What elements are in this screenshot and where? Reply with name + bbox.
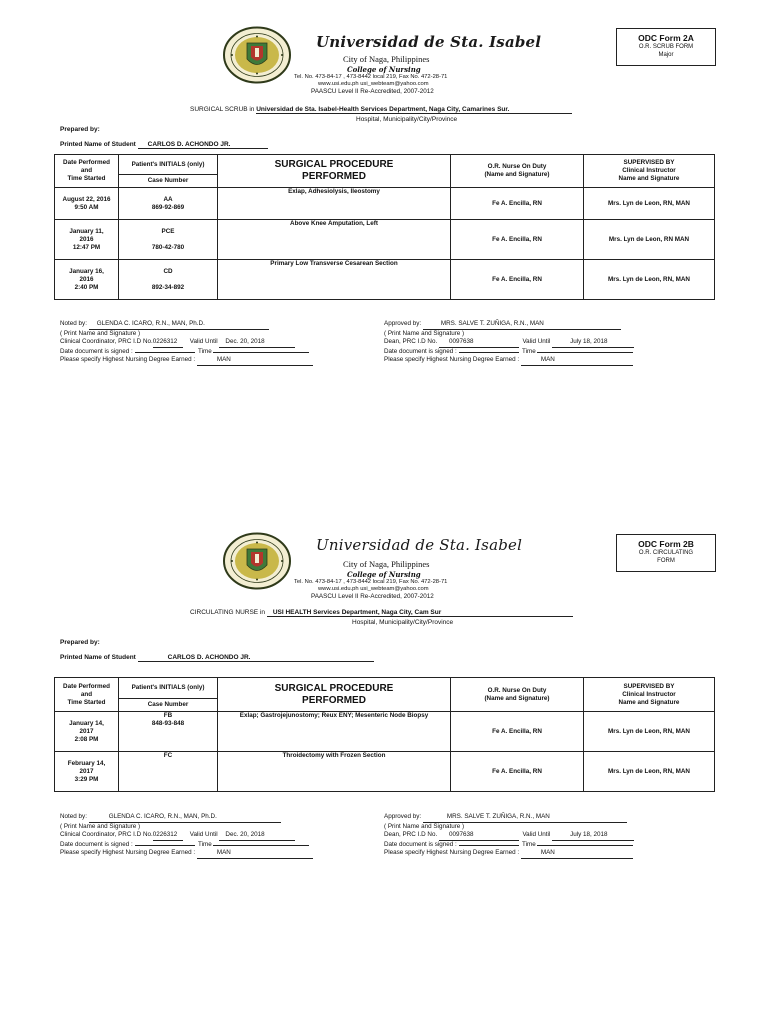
- noted-name-field[interactable]: GLENDA C. ICARO, R.N., MAN, Ph.D.: [89, 813, 281, 823]
- university-city: City of Naga, Philippines: [343, 54, 430, 64]
- procedure-cell: Throidectomy with Frozen Section: [218, 752, 451, 792]
- university-city: City of Naga, Philippines: [343, 559, 430, 569]
- date-cell: January 14, 2017 2:08 PM: [55, 712, 119, 752]
- nurse-cell: Fe A. Encilla, RN: [451, 220, 584, 260]
- procedure-cell: Exlap; Gastrojejunostomy; Reux ENY; Mesenteric Node Biopsy: [218, 712, 451, 752]
- approved-name-field[interactable]: MRS. SALVE T. ZUÑIGA, R.N., MAN: [423, 320, 621, 330]
- contact-web: www.usi.edu.ph usi_webteam@yahoo.com: [318, 586, 429, 592]
- form-code: ODC Form 2B: [638, 539, 694, 549]
- coordinator-valid-field[interactable]: Dec. 20, 2018: [219, 338, 295, 348]
- supervisor-cell: Mrs. Lyn de Leon, RN, MAN: [584, 188, 715, 220]
- accreditation: PAASCU Level II Re-Accredited, 2007-2012: [311, 593, 434, 600]
- patient-cell: AA 869-92-869: [119, 188, 218, 220]
- time-field[interactable]: [537, 845, 633, 846]
- dean-valid-field[interactable]: July 18, 2018: [552, 831, 634, 841]
- date-cell: August 22, 2016 9:50 AM: [55, 188, 119, 220]
- degree-field[interactable]: MAN: [197, 356, 313, 366]
- hospital-line: [190, 106, 572, 114]
- university-name: Universidad de Sta. Isabel: [316, 33, 542, 51]
- prepared-by-label: Prepared by:: [60, 126, 100, 133]
- hospital-field[interactable]: USI HEALTH Services Department, Naga City, Cam Sur: [267, 609, 573, 617]
- noted-name-field[interactable]: GLENDA C. ICARO, R.N., MAN, Ph.D.: [89, 320, 269, 330]
- approved-by-block: Approved by: MRS. SALVE T. ZUÑIGA, R.N., MAN ( Print Name and Signature ) Dean, PRC I.D No. 0097638 Valid Until July 18, 2018 Date document is signed : Time Please specify Highest Nursing Degree Earned : MAN: [384, 813, 634, 859]
- approved-by-block: Approved by: MRS. SALVE T. ZUÑIGA, R.N., MAN ( Print Name and Signature ) Dean, PRC I.D No. 0097638 Valid Until July 18, 2018 Date document is signed : Time Please specify Highest Nursing Degree Earned : MAN: [384, 320, 634, 366]
- prepared-by-label: Prepared by:: [60, 639, 100, 646]
- degree-field[interactable]: MAN: [521, 356, 633, 366]
- table-row: [55, 260, 715, 300]
- supervisor-cell: Mrs. Lyn de Leon, RN, MAN: [584, 260, 715, 300]
- college-name: College of Nursing: [347, 570, 421, 579]
- table-row: [55, 712, 715, 752]
- date-cell: February 14, 2017 3:29 PM: [55, 752, 119, 792]
- time-field[interactable]: [213, 845, 309, 846]
- degree-field[interactable]: MAN: [521, 849, 633, 859]
- patient-cell: CD 892-34-892: [119, 260, 218, 300]
- student-name-label: Printed Name of Student: [60, 141, 136, 148]
- table-header-row: [55, 155, 715, 188]
- university-seal-logo: [222, 532, 292, 590]
- nurse-header: O.R. Nurse On Duty (Name and Signature): [451, 155, 584, 188]
- college-name: College of Nursing: [347, 65, 421, 74]
- date-cell: January 11, 2016 12:47 PM: [55, 220, 119, 260]
- patient-header: Patient's INITIALS (only) Case Number: [119, 155, 218, 188]
- hospital-line: [190, 609, 573, 617]
- supervisor-cell: Mrs. Lyn de Leon, RN MAN: [584, 220, 715, 260]
- nurse-cell: Fe A. Encilla, RN: [451, 712, 584, 752]
- form-code: ODC Form 2A: [638, 33, 694, 43]
- student-name-field[interactable]: CARLOS D. ACHONDO JR.: [138, 654, 374, 662]
- patient-cell: FB 848-93-848: [119, 712, 218, 752]
- patient-cell: FC: [119, 752, 218, 792]
- noted-by-block: Noted by: GLENDA C. ICARO, R.N., MAN, Ph.D. ( Print Name and Signature ) Clinical Coordinator, PRC I.D No.0226312 Valid Until Dec. 20, 2018 Date document is signed : Time Please specify Highest Nursing Degree Earned : MAN: [60, 320, 313, 366]
- procedure-header: SURGICAL PROCEDURE PERFORMED: [218, 678, 451, 712]
- procedures-table: [54, 677, 715, 792]
- student-name-line: [60, 654, 374, 662]
- patient-cell: PCE 780-42-780: [119, 220, 218, 260]
- coordinator-valid-field[interactable]: Dec. 20, 2018: [219, 831, 295, 841]
- date-signed-field[interactable]: [135, 352, 195, 353]
- university-seal-logo: [222, 26, 292, 84]
- noted-by-block: Noted by: GLENDA C. ICARO, R.N., MAN, Ph.D. ( Print Name and Signature ) Clinical Coordinator, PRC I.D No.0226312 Valid Until Dec. 20, 2018 Date document is signed : Time Please specify Highest Nursing Degree Earned : MAN: [60, 813, 313, 859]
- table-row: [55, 188, 715, 220]
- form-type: O.R. CIRCULATING: [638, 550, 694, 556]
- coordinator-id-field[interactable]: 0226312: [153, 831, 183, 841]
- role-prefix: SURGICAL SCRUB in: [190, 106, 255, 113]
- contact-phone: Tel. No. 473-84-17 , 473-8442 local 219, Fax No. 472-28-71: [294, 579, 448, 585]
- hospital-field[interactable]: Universidad de Sta. Isabel-Health Services Department, Naga City, Camarines Sur.: [256, 106, 572, 114]
- dean-id-field[interactable]: 0097638: [439, 831, 519, 841]
- nurse-cell: Fe A. Encilla, RN: [451, 752, 584, 792]
- table-header-row: [55, 678, 715, 712]
- degree-field[interactable]: MAN: [197, 849, 313, 859]
- student-name-label: Printed Name of Student: [60, 654, 136, 661]
- accreditation: PAASCU Level II Re-Accredited, 2007-2012: [311, 88, 434, 95]
- patient-header: Patient's INITIALS (only) Case Number: [119, 678, 218, 712]
- role-prefix: CIRCULATING NURSE in: [190, 609, 266, 616]
- date-signed-field[interactable]: [135, 845, 195, 846]
- hospital-caption: Hospital, Municipality/City/Province: [352, 619, 454, 626]
- form-code-box: [616, 28, 716, 66]
- coordinator-id-field[interactable]: 0226312: [153, 338, 183, 348]
- dean-valid-field[interactable]: July 18, 2018: [552, 338, 634, 348]
- date-signed-field[interactable]: [459, 352, 519, 353]
- nurse-cell: Fe A. Encilla, RN: [451, 188, 584, 220]
- contact-phone: Tel. No. 473-84-17 , 473-8442 local 219, Fax No. 472-28-71: [294, 74, 448, 80]
- approved-name-field[interactable]: MRS. SALVE T. ZUÑIGA, R.N., MAN: [423, 813, 627, 823]
- supervisor-cell: Mrs. Lyn de Leon, RN, MAN: [584, 752, 715, 792]
- time-field[interactable]: [537, 352, 633, 353]
- date-signed-field[interactable]: [459, 845, 519, 846]
- hospital-caption: Hospital, Municipality/City/Province: [356, 116, 458, 123]
- date-header: Date Performed and Time Started: [55, 678, 119, 712]
- procedure-cell: Exlap, Adhesiolysis, Ileostomy: [218, 188, 451, 220]
- dean-id-field[interactable]: 0097638: [439, 338, 519, 348]
- nurse-header: O.R. Nurse On Duty (Name and Signature): [451, 678, 584, 712]
- form-code-box: [616, 534, 716, 572]
- table-row: [55, 220, 715, 260]
- contact-web: www.usi.edu.ph usi_webteam@yahoo.com: [318, 81, 429, 87]
- table-row: [55, 752, 715, 792]
- form-subtype: FORM: [657, 558, 675, 564]
- university-name: Universidad de Sta. Isabel: [316, 536, 523, 554]
- supervisor-header: SUPERVISED BY Clinical Instructor Name and Signature: [584, 155, 715, 188]
- procedures-table: [54, 154, 715, 300]
- procedure-cell: Primary Low Transverse Cesarean Section: [218, 260, 451, 300]
- form-subtype: Major: [658, 52, 674, 58]
- student-name-field[interactable]: CARLOS D. ACHONDO JR.: [138, 141, 268, 149]
- supervisor-header: SUPERVISED BY Clinical Instructor Name and Signature: [584, 678, 715, 712]
- student-name-line: [60, 141, 268, 149]
- form-type: O.R. SCRUB FORM: [638, 44, 694, 50]
- nurse-cell: Fe A. Encilla, RN: [451, 260, 584, 300]
- date-header: Date Performed and Time Started: [55, 155, 119, 188]
- procedure-header: SURGICAL PROCEDURE PERFORMED: [218, 155, 451, 188]
- time-field[interactable]: [213, 352, 309, 353]
- supervisor-cell: Mrs. Lyn de Leon, RN, MAN: [584, 712, 715, 752]
- date-cell: January 16, 2016 2:40 PM: [55, 260, 119, 300]
- procedure-cell: Above Knee Amputation, Left: [218, 220, 451, 260]
